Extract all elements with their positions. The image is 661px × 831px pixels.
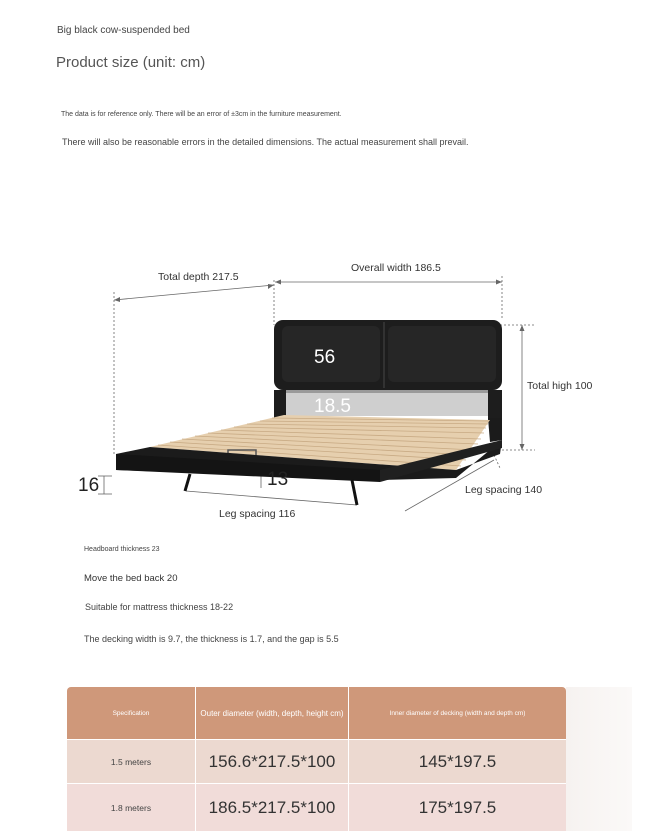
depth-line xyxy=(114,285,274,300)
header-specification: Specification xyxy=(112,709,150,717)
note-line-2: There will also be reasonable errors in the detailed dimensions. The actual measurement shall prevail. xyxy=(62,137,469,147)
note-line-1: The data is for reference only. There will be an error of ±3cm in the furniture measurement. xyxy=(61,111,342,118)
overall-width-label: Overall width 186.5 xyxy=(351,262,441,274)
total-depth-label: Total depth 217.5 xyxy=(158,271,239,283)
row-1-inner: 145*197.5 xyxy=(418,751,497,771)
headboard-height-label: 56 xyxy=(314,347,336,368)
header-outer-diameter: Outer diameter (width, depth, height cm) xyxy=(200,708,344,718)
leg-spacing-front-label: Leg spacing 116 xyxy=(219,508,296,520)
headboard-gap-label: 18.5 xyxy=(314,396,351,417)
row-2-outer: 186.5*217.5*100 xyxy=(208,797,336,817)
row-1-outer: 156.6*217.5*100 xyxy=(208,751,336,771)
mattress-thickness: Suitable for mattress thickness 18-22 xyxy=(85,602,234,612)
header-inner-diameter: Inner diameter of decking (width and depth cm) xyxy=(389,709,526,717)
leg-front-line xyxy=(186,491,357,505)
row-2-inner: 175*197.5 xyxy=(418,797,497,817)
table-side-fade xyxy=(566,687,632,831)
row-1-spec: 1.5 meters xyxy=(110,756,152,767)
row-2-spec: 1.8 meters xyxy=(110,802,152,813)
frame-height-label: 16 xyxy=(78,475,100,496)
leg-spacing-side-label: Leg spacing 140 xyxy=(465,484,543,496)
headboard-thickness: Headboard thickness 23 xyxy=(84,546,160,553)
product-name: Big black cow-suspended bed xyxy=(57,25,190,36)
size-title: Product size (unit: cm) xyxy=(56,54,206,71)
bed-illustration xyxy=(116,320,502,505)
total-high-label: Total high 100 xyxy=(527,380,593,392)
decking-info: The decking width is 9.7, the thickness is 1.7, and the gap is 5.5 xyxy=(84,634,339,644)
move-bed-back: Move the bed back 20 xyxy=(84,573,178,584)
leg-height-label: 13 xyxy=(267,469,289,490)
spec-table xyxy=(67,687,566,831)
